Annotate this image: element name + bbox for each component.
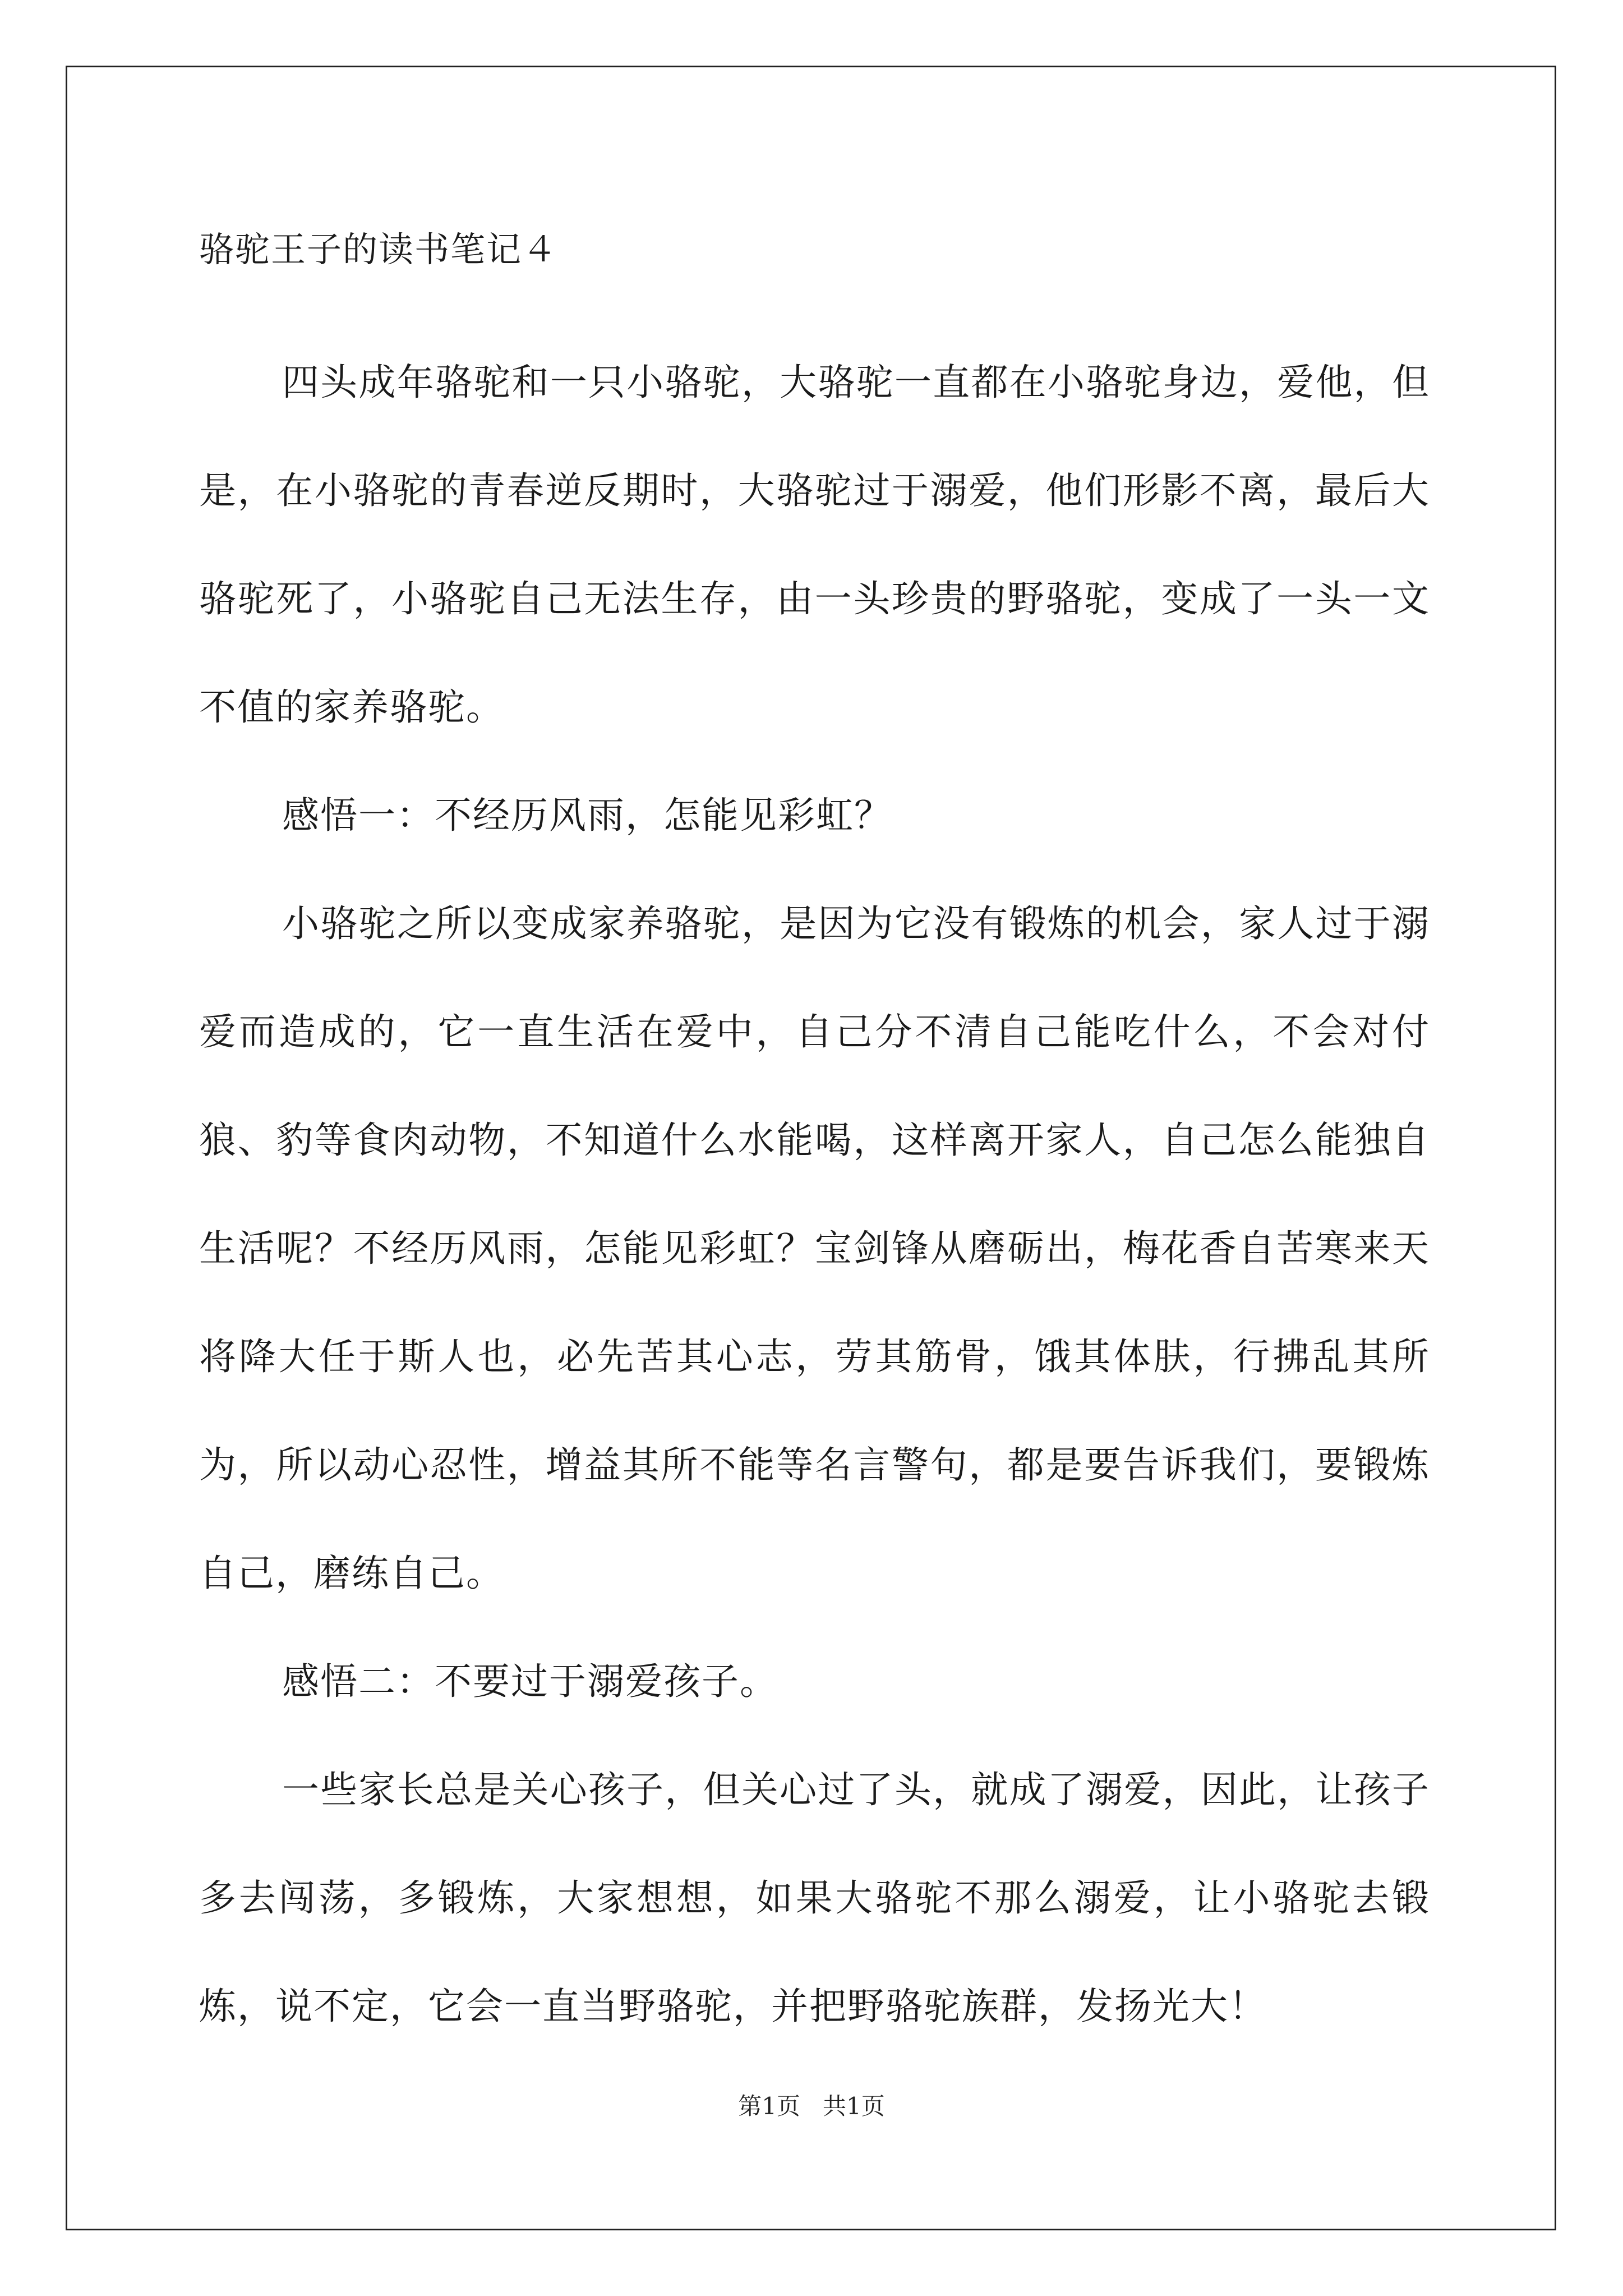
document-title: 骆驼王子的读书笔记４: [199, 229, 559, 270]
paragraph-insight-two-body: 一些家长总是关心孩子，但关心过了头，就成了溺爱，因此，让孩子多去闯荡，多锻炼，大家想想，如果大骆驼不那么溺爱，让小骆驼去锻炼，说不定，它会一直当野骆驼，并把野骆驼族群，发扬光大！: [199, 1768, 1430, 2028]
paragraph-insight-two-heading: 感悟二：不要过于溺爱孩子。: [282, 1660, 778, 1703]
page-number-footer: 第1页 共1页: [738, 2092, 885, 2120]
paragraph-intro: 四头成年骆驼和一只小骆驼，大骆驼一直都在小骆驼身边，爱他，但是，在小骆驼的青春逆反期时，大骆驼过于溺爱，他们形影不离，最后大骆驼死了，小骆驼自己无法生存，由一头珍贵的野骆驼，变成了一头一文不值的家养骆驼。: [199, 361, 1430, 729]
paragraph-insight-one-heading: 感悟一：不经历风雨，怎能见彩虹？: [282, 794, 892, 837]
paragraph-insight-one-body: 小骆驼之所以变成家养骆驼，是因为它没有锻炼的机会，家人过于溺爱而造成的，它一直生活在爱中，自己分不清自己能吃什么，不会对付狼、豹等食肉动物，不知道什么水能喝，这样离开家人，自己怎么能独自生活呢？不经历风雨，怎能见彩虹？宝剑锋从磨砺出，梅花香自苦寒来天将降大任于斯人也，必先苦其心志，劳其筋骨，饿其体肤，行拂乱其所为，所以动心忍性，增益其所不能等名言警句，都是要告诉我们，要锻炼自己，磨练自己。: [199, 902, 1430, 1595]
document-body: [199, 222, 1430, 2060]
